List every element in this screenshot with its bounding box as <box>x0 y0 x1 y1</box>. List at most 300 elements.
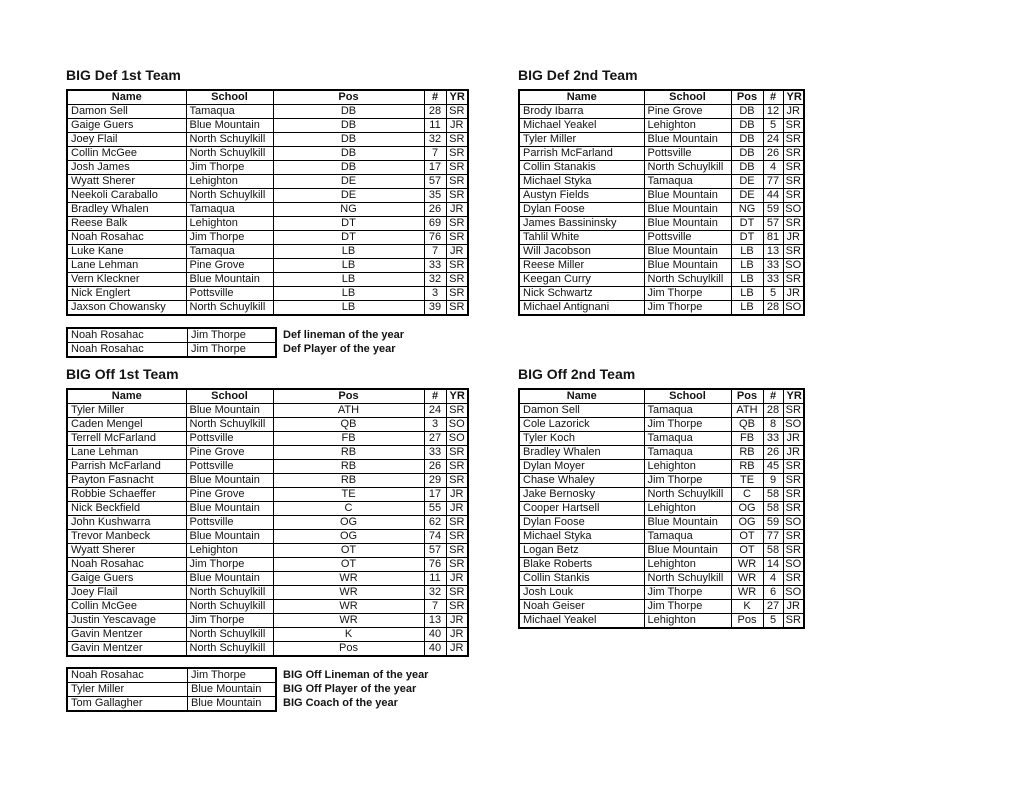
cell-pos: LB <box>273 301 424 316</box>
cell-pos: C <box>731 488 763 502</box>
cell-school: Lehighton <box>186 217 273 231</box>
cell-school: Blue Mountain <box>186 273 273 287</box>
cell-year: SO <box>783 516 804 530</box>
table-row <box>67 259 468 273</box>
table-row <box>519 119 804 133</box>
cell-school: North Schuylkill <box>186 600 273 614</box>
cell-name: Chase Whaley <box>519 474 644 488</box>
cell-year: SR <box>446 175 468 189</box>
table-row <box>67 217 468 231</box>
cell-year: JR <box>446 628 468 642</box>
table-row <box>67 488 468 502</box>
table-row <box>519 133 804 147</box>
cell-pos: LB <box>273 245 424 259</box>
cell-pos: ATH <box>273 404 424 418</box>
cell-name: Joey Flail <box>67 586 186 600</box>
column-header: Name <box>67 389 186 404</box>
cell-year: JR <box>783 432 804 446</box>
cell-number: 24 <box>763 133 783 147</box>
cell-pos: OT <box>731 530 763 544</box>
cell-school: Pottsville <box>644 147 731 161</box>
column-header: Pos <box>273 90 424 105</box>
table-row <box>519 516 804 530</box>
roster-table-def-2nd <box>518 89 805 316</box>
award-name-cell: Tom Gallagher <box>67 697 188 712</box>
section-def-awards <box>66 327 409 358</box>
cell-name: Michael Yeakel <box>519 614 644 629</box>
cell-pos: OT <box>731 544 763 558</box>
cell-school: North Schuylkill <box>186 133 273 147</box>
cell-name: Payton Fasnacht <box>67 474 186 488</box>
cell-pos: DE <box>731 189 763 203</box>
cell-name: Wyatt Sherer <box>67 175 186 189</box>
cell-pos: OT <box>273 558 424 572</box>
cell-number: 7 <box>424 147 446 161</box>
table-row <box>519 488 804 502</box>
cell-name: Josh James <box>67 161 186 175</box>
cell-name: Damon Sell <box>519 404 644 418</box>
cell-school: North Schuylkill <box>186 189 273 203</box>
cell-school: Blue Mountain <box>186 502 273 516</box>
award-name-cell: Noah Rosahac <box>67 343 188 358</box>
column-header: # <box>763 389 783 404</box>
cell-name: Dylan Foose <box>519 203 644 217</box>
cell-year: SR <box>446 231 468 245</box>
cell-number: 5 <box>763 287 783 301</box>
cell-pos: RB <box>273 474 424 488</box>
cell-number: 74 <box>424 530 446 544</box>
cell-year: SR <box>783 572 804 586</box>
cell-pos: DB <box>731 105 763 119</box>
cell-year: JR <box>446 642 468 657</box>
cell-pos: DB <box>731 161 763 175</box>
column-header: Pos <box>731 389 763 404</box>
cell-number: 40 <box>424 628 446 642</box>
cell-pos: QB <box>273 418 424 432</box>
cell-name: Bradley Whalen <box>519 446 644 460</box>
cell-name: Nick Schwartz <box>519 287 644 301</box>
cell-number: 58 <box>763 488 783 502</box>
roster-table-off-2nd <box>518 388 805 629</box>
cell-year: SR <box>783 147 804 161</box>
cell-pos: RB <box>273 446 424 460</box>
cell-name: Cooper Hartsell <box>519 502 644 516</box>
cell-year: SO <box>446 432 468 446</box>
cell-pos: TE <box>731 474 763 488</box>
cell-school: Tamaqua <box>644 446 731 460</box>
table-row <box>519 460 804 474</box>
column-header: YR <box>783 90 804 105</box>
table-row <box>519 432 804 446</box>
cell-number: 33 <box>763 432 783 446</box>
column-header: School <box>186 90 273 105</box>
cell-number: 76 <box>424 231 446 245</box>
cell-school: Blue Mountain <box>644 133 731 147</box>
cell-year: SO <box>783 586 804 600</box>
table-row <box>67 119 468 133</box>
cell-pos: LB <box>731 259 763 273</box>
cell-number: 27 <box>763 600 783 614</box>
cell-school: North Schuylkill <box>186 642 273 657</box>
cell-school: Tamaqua <box>186 105 273 119</box>
cell-school: North Schuylkill <box>644 273 731 287</box>
cell-pos: WR <box>273 614 424 628</box>
cell-number: 58 <box>763 544 783 558</box>
cell-pos: DT <box>731 217 763 231</box>
cell-name: Collin Stanakis <box>519 161 644 175</box>
cell-pos: Pos <box>731 614 763 629</box>
cell-school: Jim Thorpe <box>186 231 273 245</box>
cell-name: Damon Sell <box>67 105 186 119</box>
cell-school: Pottsville <box>644 231 731 245</box>
cell-number: 14 <box>763 558 783 572</box>
cell-year: SO <box>783 301 804 316</box>
table-row <box>67 404 468 418</box>
cell-year: JR <box>446 203 468 217</box>
award-label-cell: BIG Off Player of the year <box>283 683 417 695</box>
table-row <box>67 133 468 147</box>
cell-number: 26 <box>763 446 783 460</box>
cell-school: Jim Thorpe <box>186 161 273 175</box>
cell-year: SR <box>783 189 804 203</box>
column-header: Pos <box>731 90 763 105</box>
cell-number: 39 <box>424 301 446 316</box>
cell-name: James Bassininsky <box>519 217 644 231</box>
cell-pos: Pos <box>273 642 424 657</box>
table-row <box>67 558 468 572</box>
cell-number: 17 <box>424 488 446 502</box>
table-row <box>67 418 468 432</box>
cell-pos: LB <box>273 273 424 287</box>
table-row <box>519 273 804 287</box>
table-row <box>67 175 468 189</box>
table-row <box>519 147 804 161</box>
cell-name: Tahlil White <box>519 231 644 245</box>
cell-number: 33 <box>424 446 446 460</box>
cell-year: SR <box>446 189 468 203</box>
table-row <box>519 530 804 544</box>
cell-number: 45 <box>763 460 783 474</box>
cell-pos: QB <box>731 418 763 432</box>
table-row <box>519 161 804 175</box>
section-big-def-2nd-team <box>518 68 803 316</box>
cell-pos: DB <box>273 161 424 175</box>
cell-school: Blue Mountain <box>186 404 273 418</box>
cell-number: 33 <box>763 259 783 273</box>
cell-year: SR <box>446 147 468 161</box>
cell-year: JR <box>446 119 468 133</box>
cell-year: JR <box>446 245 468 259</box>
award-label-cell: Def Player of the year <box>283 343 396 356</box>
cell-year: JR <box>783 600 804 614</box>
cell-school: Blue Mountain <box>186 119 273 133</box>
cell-name: Collin McGee <box>67 600 186 614</box>
cell-pos: RB <box>731 446 763 460</box>
cell-pos: OG <box>273 516 424 530</box>
header-row <box>519 389 804 404</box>
cell-year: SO <box>783 558 804 572</box>
cell-number: 32 <box>424 133 446 147</box>
cell-school: Lehighton <box>644 502 731 516</box>
table-row <box>67 189 468 203</box>
cell-number: 77 <box>763 175 783 189</box>
cell-name: Reese Balk <box>67 217 186 231</box>
cell-year: SR <box>446 460 468 474</box>
def-awards-table <box>66 327 409 358</box>
cell-year: SR <box>783 530 804 544</box>
cell-year: SO <box>783 418 804 432</box>
cell-school: North Schuylkill <box>186 301 273 316</box>
cell-pos: WR <box>731 586 763 600</box>
cell-pos: WR <box>731 558 763 572</box>
table-row <box>67 530 468 544</box>
cell-year: JR <box>783 446 804 460</box>
cell-number: 26 <box>424 203 446 217</box>
cell-number: 4 <box>763 572 783 586</box>
cell-number: 76 <box>424 558 446 572</box>
table-row <box>519 231 804 245</box>
cell-pos: OG <box>731 502 763 516</box>
cell-name: Gaige Guers <box>67 572 186 586</box>
cell-number: 28 <box>763 404 783 418</box>
cell-number: 28 <box>763 301 783 316</box>
cell-number: 77 <box>763 530 783 544</box>
cell-name: Keegan Curry <box>519 273 644 287</box>
cell-pos: DB <box>273 119 424 133</box>
table-row <box>67 231 468 245</box>
cell-name: Michael Styka <box>519 530 644 544</box>
cell-number: 13 <box>763 245 783 259</box>
cell-name: Cole Lazorick <box>519 418 644 432</box>
cell-year: SR <box>783 245 804 259</box>
cell-pos: ATH <box>731 404 763 418</box>
cell-name: Michael Yeakel <box>519 119 644 133</box>
cell-number: 5 <box>763 614 783 629</box>
cell-name: Terrell McFarland <box>67 432 186 446</box>
cell-school: Jim Thorpe <box>644 287 731 301</box>
column-header: Name <box>67 90 186 105</box>
cell-name: Parrish McFarland <box>67 460 186 474</box>
cell-pos: K <box>273 628 424 642</box>
cell-school: Tamaqua <box>186 245 273 259</box>
cell-school: Jim Thorpe <box>186 558 273 572</box>
cell-school: Blue Mountain <box>644 217 731 231</box>
table-title-def-1st: BIG Def 1st Team <box>66 67 181 83</box>
cell-name: Joey Flail <box>67 133 186 147</box>
cell-year: SR <box>783 460 804 474</box>
cell-year: SR <box>446 530 468 544</box>
table-row <box>519 217 804 231</box>
cell-year: SR <box>783 404 804 418</box>
table-row <box>519 558 804 572</box>
cell-year: SR <box>783 175 804 189</box>
table-row <box>67 516 468 530</box>
cell-year: SR <box>783 273 804 287</box>
cell-year: SR <box>446 287 468 301</box>
cell-year: SR <box>446 133 468 147</box>
cell-year: SR <box>783 614 804 629</box>
column-header: School <box>644 90 731 105</box>
cell-number: 11 <box>424 572 446 586</box>
table-row <box>519 105 804 119</box>
table-row <box>519 404 804 418</box>
column-header: Pos <box>273 389 424 404</box>
cell-pos: WR <box>273 572 424 586</box>
table-row <box>519 418 804 432</box>
cell-number: 27 <box>424 432 446 446</box>
award-school-cell: Blue Mountain <box>188 697 277 712</box>
cell-pos: OG <box>731 516 763 530</box>
cell-pos: RB <box>273 460 424 474</box>
cell-pos: LB <box>731 273 763 287</box>
cell-pos: LB <box>731 245 763 259</box>
cell-pos: C <box>273 502 424 516</box>
cell-pos: K <box>731 600 763 614</box>
cell-name: Logan Betz <box>519 544 644 558</box>
cell-school: Blue Mountain <box>644 245 731 259</box>
cell-name: Lane Lehman <box>67 446 186 460</box>
cell-year: SO <box>783 259 804 273</box>
award-label-cell: BIG Coach of the year <box>283 697 398 710</box>
table-row <box>67 460 468 474</box>
cell-pos: FB <box>273 432 424 446</box>
cell-school: Jim Thorpe <box>644 301 731 316</box>
table-row <box>519 301 804 316</box>
cell-school: Blue Mountain <box>644 189 731 203</box>
cell-school: Pine Grove <box>644 105 731 119</box>
cell-year: SR <box>783 119 804 133</box>
cell-year: JR <box>783 105 804 119</box>
table-title-off-1st: BIG Off 1st Team <box>66 366 179 382</box>
cell-school: Tamaqua <box>644 530 731 544</box>
cell-year: SR <box>446 558 468 572</box>
table-row <box>67 287 468 301</box>
cell-year: JR <box>783 287 804 301</box>
cell-name: Josh Louk <box>519 586 644 600</box>
cell-pos: DE <box>731 175 763 189</box>
table-row <box>67 273 468 287</box>
cell-number: 4 <box>763 161 783 175</box>
table-row <box>519 245 804 259</box>
table-row <box>519 572 804 586</box>
cell-name: Collin McGee <box>67 147 186 161</box>
cell-number: 6 <box>763 586 783 600</box>
table-row <box>519 502 804 516</box>
cell-name: Brody Ibarra <box>519 105 644 119</box>
cell-pos: DB <box>731 147 763 161</box>
table-row <box>67 432 468 446</box>
cell-name: Dylan Moyer <box>519 460 644 474</box>
cell-number: 57 <box>424 175 446 189</box>
award-school-cell: Jim Thorpe <box>188 343 277 358</box>
award-school-cell: Jim Thorpe <box>188 668 277 683</box>
table-row <box>67 301 468 316</box>
cell-name: Vern Kleckner <box>67 273 186 287</box>
table-row <box>67 600 468 614</box>
cell-name: Bradley Whalen <box>67 203 186 217</box>
cell-school: Blue Mountain <box>644 259 731 273</box>
column-header: School <box>186 389 273 404</box>
cell-name: Noah Rosahac <box>67 558 186 572</box>
cell-pos: WR <box>273 586 424 600</box>
cell-name: Robbie Schaeffer <box>67 488 186 502</box>
cell-name: Luke Kane <box>67 245 186 259</box>
column-header: # <box>763 90 783 105</box>
table-row <box>67 474 468 488</box>
column-header: # <box>424 389 446 404</box>
cell-number: 3 <box>424 418 446 432</box>
cell-school: Pine Grove <box>186 488 273 502</box>
cell-school: North Schuylkill <box>186 147 273 161</box>
cell-pos: WR <box>273 600 424 614</box>
cell-name: Noah Geiser <box>519 600 644 614</box>
cell-year: SO <box>783 203 804 217</box>
cell-pos: OT <box>273 544 424 558</box>
cell-pos: NG <box>731 203 763 217</box>
table-row <box>519 474 804 488</box>
cell-pos: LB <box>731 287 763 301</box>
cell-school: North Schuylkill <box>644 488 731 502</box>
cell-year: SR <box>446 105 468 119</box>
off-awards-table <box>66 667 433 712</box>
award-school-cell: Blue Mountain <box>188 683 277 697</box>
cell-year: SR <box>783 133 804 147</box>
cell-year: SR <box>783 502 804 516</box>
table-row <box>519 544 804 558</box>
cell-pos: DB <box>273 133 424 147</box>
cell-name: Gaige Guers <box>67 119 186 133</box>
column-header: School <box>644 389 731 404</box>
cell-school: Lehighton <box>644 460 731 474</box>
cell-year: SR <box>446 301 468 316</box>
cell-number: 17 <box>424 161 446 175</box>
roster-table-def-1st <box>66 89 469 316</box>
header-row <box>519 90 804 105</box>
cell-year: SR <box>446 446 468 460</box>
table-row <box>67 572 468 586</box>
cell-school: North Schuylkill <box>186 628 273 642</box>
cell-school: Jim Thorpe <box>644 418 731 432</box>
cell-year: SR <box>783 474 804 488</box>
table-row <box>519 600 804 614</box>
award-row <box>67 697 432 712</box>
cell-name: Justin Yescavage <box>67 614 186 628</box>
cell-name: Collin Stankis <box>519 572 644 586</box>
cell-name: Caden Mengel <box>67 418 186 432</box>
cell-school: Jim Thorpe <box>644 586 731 600</box>
table-row <box>67 614 468 628</box>
cell-school: Pottsville <box>186 432 273 446</box>
cell-school: Lehighton <box>644 119 731 133</box>
column-header: # <box>424 90 446 105</box>
table-row <box>67 161 468 175</box>
header-row <box>67 389 468 404</box>
cell-school: North Schuylkill <box>644 161 731 175</box>
cell-school: Tamaqua <box>644 432 731 446</box>
cell-number: 13 <box>424 614 446 628</box>
cell-year: JR <box>783 231 804 245</box>
table-row <box>67 245 468 259</box>
cell-school: North Schuylkill <box>186 586 273 600</box>
cell-name: Jaxson Chowansky <box>67 301 186 316</box>
cell-school: Blue Mountain <box>186 474 273 488</box>
cell-school: Pine Grove <box>186 446 273 460</box>
cell-number: 81 <box>763 231 783 245</box>
cell-number: 3 <box>424 287 446 301</box>
cell-year: SR <box>783 217 804 231</box>
cell-pos: DB <box>273 105 424 119</box>
cell-number: 57 <box>424 544 446 558</box>
